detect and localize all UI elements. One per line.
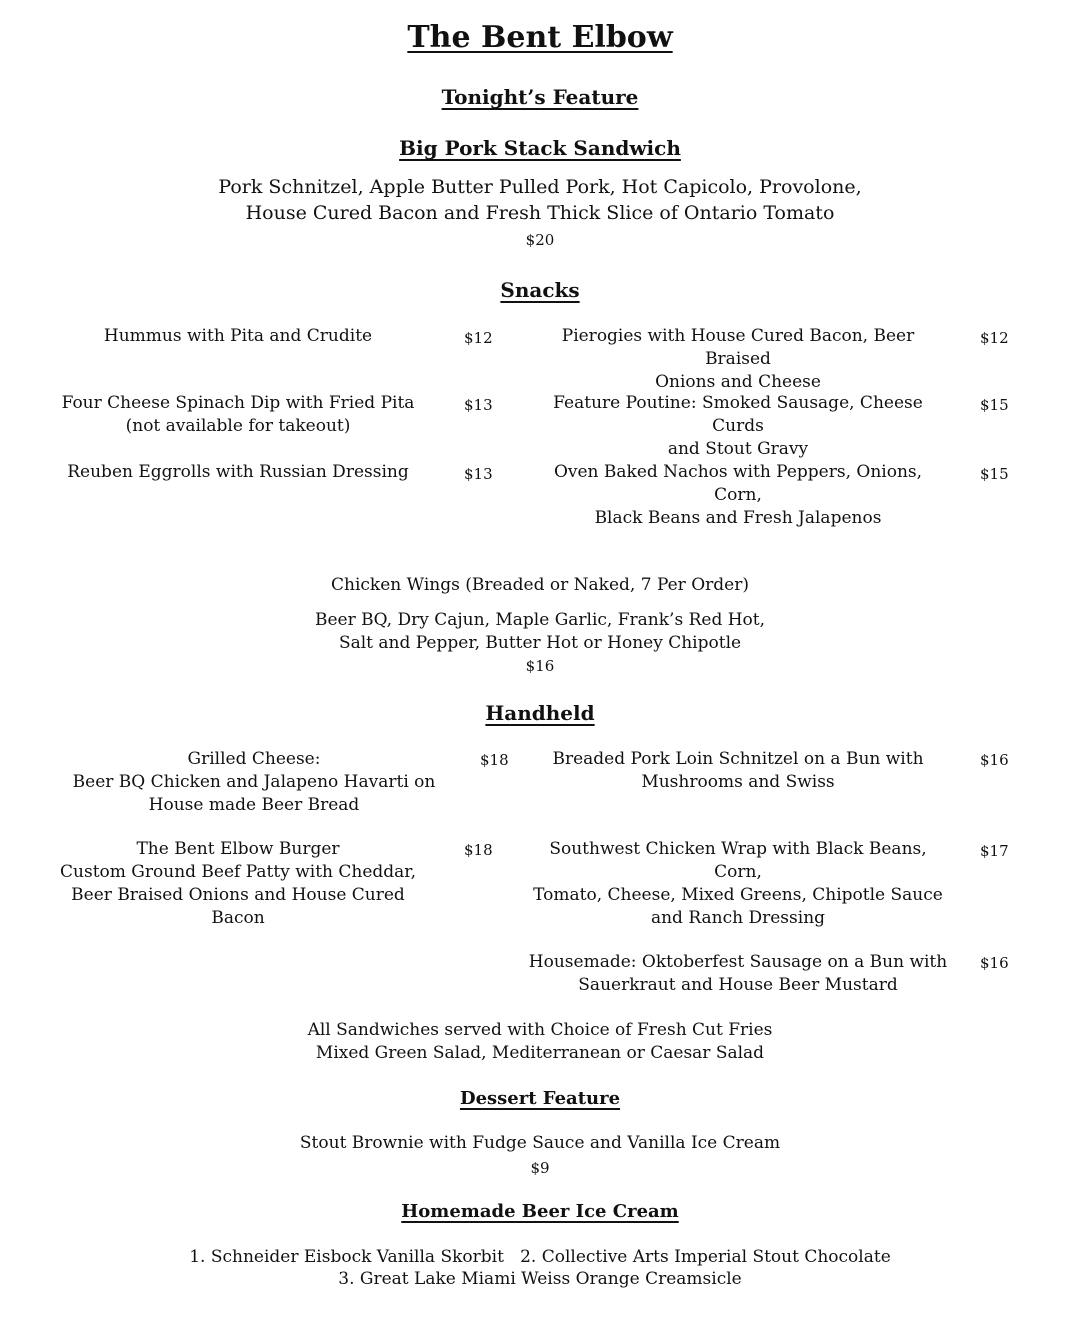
snack-item-line2: Black Beans and Fresh Jalapenos xyxy=(594,508,882,528)
dessert-price: $9 xyxy=(530,1159,550,1177)
sides-note-line1: All Sandwiches served with Choice of Fresh Cut Fries xyxy=(307,1020,773,1040)
handheld-item-line2: Mushrooms and Swiss xyxy=(641,772,835,792)
handheld-item-line2: Sauerkraut and House Beer Mustard xyxy=(578,975,898,995)
handheld-item-line1: Housemade: Oktoberfest Sausage on a Bun with xyxy=(528,952,948,972)
handheld-item-line3: Beer Braised Onions and House Cured xyxy=(71,885,405,905)
handheld-price: $16 xyxy=(980,751,1009,769)
handheld-item-line1: The Bent Elbow Burger xyxy=(136,839,340,859)
handheld-item-line2: Beer BQ Chicken and Jalapeno Havarti on xyxy=(72,772,436,792)
feature-desc-line1: Pork Schnitzel, Apple Butter Pulled Pork, Hot Capicolo, Provolone, xyxy=(218,176,862,198)
snack-price: $15 xyxy=(980,396,1009,414)
handheld-item-line2: Custom Ground Beef Patty with Cheddar, xyxy=(60,862,416,882)
handheld-item-line4: Bacon xyxy=(211,908,265,928)
handheld-heading: Handheld xyxy=(485,701,595,725)
handheld-price: $18 xyxy=(480,751,509,769)
handheld-item-line3: and Ranch Dressing xyxy=(650,908,826,928)
handheld-item-line1: Grilled Cheese: xyxy=(187,749,321,769)
snack-item xyxy=(40,392,436,438)
snack-item-line1: Feature Poutine: Smoked Sausage, Cheese Curds xyxy=(553,393,923,436)
snack-item xyxy=(528,461,948,530)
snack-item-line1: Oven Baked Nachos with Peppers, Onions, Corn, xyxy=(553,462,923,505)
wings-price: $16 xyxy=(525,657,555,675)
snack-item-line1: Pierogies with House Cured Bacon, Beer Braised xyxy=(561,326,915,369)
snack-item-line1: Hummus with Pita and Crudite xyxy=(103,326,373,346)
snack-price: $12 xyxy=(464,329,493,347)
snacks-heading: Snacks xyxy=(500,278,580,302)
handheld-item-line3: House made Beer Bread xyxy=(148,795,360,815)
restaurant-title: The Bent Elbow xyxy=(407,20,673,55)
snack-price: $15 xyxy=(980,465,1009,483)
handheld-item xyxy=(528,748,948,794)
feature-desc-line2: House Cured Bacon and Fresh Thick Slice of Ontario Tomato xyxy=(245,202,835,224)
handheld-price: $18 xyxy=(464,841,493,859)
snack-item xyxy=(40,461,436,484)
handheld-item xyxy=(38,838,438,930)
feature-price: $20 xyxy=(525,231,555,249)
handheld-item xyxy=(54,748,454,817)
snack-item xyxy=(40,325,436,348)
snack-item-line2: and Stout Gravy xyxy=(667,439,809,459)
wings-title: Chicken Wings (Breaded or Naked, 7 Per Order) xyxy=(331,575,749,595)
handheld-price: $16 xyxy=(980,954,1009,972)
ice-cream-line1: 1. Schneider Eisbock Vanilla Skorbit 2. Collective Arts Imperial Stout Chocolate xyxy=(189,1247,891,1267)
snack-item-line2: Onions and Cheese xyxy=(655,372,821,392)
snack-item-line1: Four Cheese Spinach Dip with Fried Pita xyxy=(61,393,415,413)
dessert-heading: Dessert Feature xyxy=(459,1088,621,1109)
snack-item-line2: (not available for takeout) xyxy=(125,416,351,436)
snack-price: $12 xyxy=(980,329,1009,347)
sides-note-line2: Mixed Green Salad, Mediterranean or Caesar Salad xyxy=(315,1043,765,1063)
snack-item xyxy=(528,392,948,461)
snack-item xyxy=(528,325,948,394)
snack-item-line1: Reuben Eggrolls with Russian Dressing xyxy=(67,462,409,482)
wings-flavors-line1: Beer BQ, Dry Cajun, Maple Garlic, Frank’s Red Hot, xyxy=(314,610,766,630)
handheld-item-line2: Tomato, Cheese, Mixed Greens, Chipotle Sauce xyxy=(533,885,943,905)
handheld-item xyxy=(528,951,948,997)
dessert-item: Stout Brownie with Fudge Sauce and Vanilla Ice Cream xyxy=(299,1133,781,1153)
feature-name: Big Pork Stack Sandwich xyxy=(399,136,681,160)
wings-flavors-line2: Salt and Pepper, Butter Hot or Honey Chipotle xyxy=(338,633,742,653)
ice-cream-line2: 3. Great Lake Miami Weiss Orange Creamsicle xyxy=(338,1269,742,1289)
handheld-item xyxy=(528,838,948,930)
handheld-price: $17 xyxy=(980,842,1009,860)
handheld-item-line1: Southwest Chicken Wrap with Black Beans, Corn, xyxy=(549,839,927,882)
snack-price: $13 xyxy=(464,465,493,483)
snack-price: $13 xyxy=(464,396,493,414)
handheld-item-line1: Breaded Pork Loin Schnitzel on a Bun with xyxy=(552,749,924,769)
ice-cream-heading: Homemade Beer Ice Cream xyxy=(401,1201,679,1222)
feature-heading: Tonight’s Feature xyxy=(441,85,639,109)
